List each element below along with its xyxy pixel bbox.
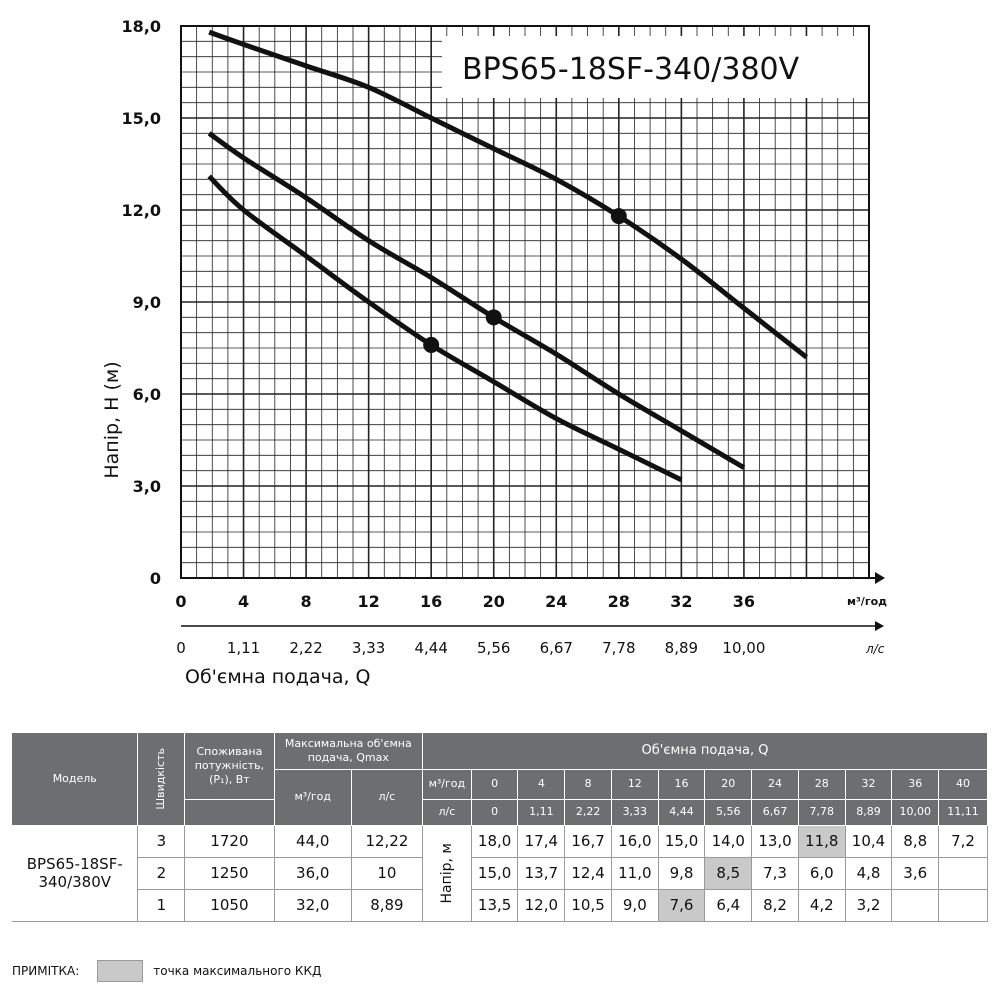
secondary-x-axis-arrow bbox=[875, 621, 884, 631]
head-value-cell: 12,0 bbox=[518, 889, 565, 921]
y-tick-label: 12,0 bbox=[121, 201, 161, 220]
flow-ls-header: 8,89 bbox=[845, 799, 892, 825]
chart-grid bbox=[181, 26, 888, 631]
x-unit-secondary: л/с bbox=[866, 642, 885, 656]
head-value-cell bbox=[939, 889, 988, 921]
head-value-cell: 13,0 bbox=[752, 825, 799, 857]
head-value-cell: 15,0 bbox=[658, 825, 705, 857]
x-tick-label-secondary: 8,89 bbox=[664, 639, 699, 657]
header-power: Споживана потужність, (P₁), Вт bbox=[185, 733, 274, 799]
power-cell: 1250 bbox=[185, 857, 274, 889]
x-tick-label: 20 bbox=[482, 592, 505, 611]
x-tick-label: 24 bbox=[545, 592, 568, 611]
x-axis-arrow bbox=[875, 572, 885, 584]
qmax-ls-cell: 10 bbox=[351, 857, 422, 889]
x-tick-label: 16 bbox=[420, 592, 443, 611]
x-tick-label-secondary: 6,67 bbox=[539, 639, 573, 657]
x-tick-label-secondary: 2,22 bbox=[289, 639, 323, 657]
head-value-cell: 12,4 bbox=[565, 857, 612, 889]
head-value-cell: 16,7 bbox=[565, 825, 612, 857]
head-value-cell: 7,2 bbox=[939, 825, 988, 857]
x-tick-label: 32 bbox=[670, 592, 693, 611]
flow-m3-header: 4 bbox=[518, 769, 565, 799]
flow-m3-header: 32 bbox=[845, 769, 892, 799]
flow-ls-header: 10,00 bbox=[892, 799, 939, 825]
flow-m3-header: 8 bbox=[565, 769, 612, 799]
flow-m3-header: 40 bbox=[939, 769, 988, 799]
head-value-cell: 6,4 bbox=[705, 889, 752, 921]
head-value-cell: 11,0 bbox=[611, 857, 658, 889]
header-ls-label: л/с bbox=[422, 799, 471, 825]
head-value-cell: 10,5 bbox=[565, 889, 612, 921]
chart-ticks bbox=[122, 17, 766, 657]
x-tick-label-secondary: 0 bbox=[176, 639, 186, 657]
header-model: Модель bbox=[12, 733, 138, 825]
y-tick-label: 18,0 bbox=[121, 17, 161, 36]
header-qmax-m3: м³/год bbox=[274, 769, 351, 825]
x-tick-label-secondary: 7,78 bbox=[602, 639, 636, 657]
note-label: ПРИМІТКА: bbox=[12, 964, 80, 978]
flow-m3-header: 36 bbox=[892, 769, 939, 799]
head-label-cell bbox=[422, 825, 471, 921]
flow-ls-header: 6,67 bbox=[752, 799, 799, 825]
series-line-speed-2 bbox=[209, 133, 744, 467]
head-value-cell bbox=[939, 857, 988, 889]
x-tick-label-secondary: 5,56 bbox=[477, 639, 511, 657]
head-value-cell: 7,6 bbox=[658, 889, 705, 921]
x-tick-label: 8 bbox=[300, 592, 312, 611]
y-tick-label: 0 bbox=[149, 569, 161, 588]
header-qmax-ls: л/с bbox=[351, 769, 422, 825]
qmax-m3-cell: 32,0 bbox=[274, 889, 351, 921]
flow-m3-header: 16 bbox=[658, 769, 705, 799]
head-value-cell: 18,0 bbox=[471, 825, 518, 857]
x-tick-label-secondary: 4,44 bbox=[414, 639, 448, 657]
head-value-cell: 11,8 bbox=[798, 825, 845, 857]
y-tick-label: 3,0 bbox=[132, 477, 161, 496]
x-unit-primary: м³/год bbox=[847, 595, 888, 608]
head-value-cell: 9,8 bbox=[658, 857, 705, 889]
power-cell: 1720 bbox=[185, 825, 274, 857]
head-value-cell: 6,0 bbox=[798, 857, 845, 889]
qmax-m3-cell: 36,0 bbox=[274, 857, 351, 889]
head-value-cell: 3,2 bbox=[845, 889, 892, 921]
bep-point-speed-3 bbox=[611, 208, 627, 224]
head-value-cell: 9,0 bbox=[611, 889, 658, 921]
head-value-cell: 14,0 bbox=[705, 825, 752, 857]
header-power-pad bbox=[185, 799, 274, 825]
head-value-cell: 4,8 bbox=[845, 857, 892, 889]
head-value-cell: 15,0 bbox=[471, 857, 518, 889]
series-line-speed-1 bbox=[209, 176, 681, 480]
y-axis-label: Напір, Н (м) bbox=[101, 361, 123, 479]
flow-m3-header: 12 bbox=[611, 769, 658, 799]
bep-point-speed-1 bbox=[423, 337, 439, 353]
head-value-cell: 17,4 bbox=[518, 825, 565, 857]
head-value-cell: 8,5 bbox=[705, 857, 752, 889]
x-tick-label-secondary: 10,00 bbox=[722, 639, 766, 657]
flow-ls-header: 3,33 bbox=[611, 799, 658, 825]
speed-cell: 3 bbox=[138, 825, 185, 857]
head-value-cell: 8,2 bbox=[752, 889, 799, 921]
model-name: BPS65-18SF-340/380V bbox=[12, 825, 138, 921]
head-value-cell: 8,8 bbox=[892, 825, 939, 857]
head-label: Напір, м bbox=[438, 842, 455, 904]
speed-cell: 2 bbox=[138, 857, 185, 889]
x-tick-label: 36 bbox=[732, 592, 756, 611]
flow-m3-header: 0 bbox=[471, 769, 518, 799]
head-value-cell: 13,5 bbox=[471, 889, 518, 921]
note bbox=[12, 960, 321, 982]
x-axis-label: Об'ємна подача, Q bbox=[185, 666, 371, 688]
bep-point-speed-2 bbox=[486, 309, 502, 325]
x-tick-label-secondary: 1,11 bbox=[226, 639, 261, 657]
qmax-ls-cell: 12,22 bbox=[351, 825, 422, 857]
flow-ls-header: 11,11 bbox=[939, 799, 988, 825]
flow-ls-header: 0 bbox=[471, 799, 518, 825]
x-tick-label: 0 bbox=[175, 592, 187, 611]
x-tick-label-secondary: 3,33 bbox=[351, 639, 386, 657]
header-qmax: Максимальна об'ємна подача, Qmax bbox=[274, 733, 422, 769]
y-tick-label: 6,0 bbox=[132, 385, 161, 404]
x-tick-label: 28 bbox=[607, 592, 630, 611]
head-value-cell: 4,2 bbox=[798, 889, 845, 921]
header-m3-label: м³/год bbox=[422, 769, 471, 799]
flow-ls-header: 4,44 bbox=[658, 799, 705, 825]
note-text: точка максимального ККД bbox=[153, 964, 322, 978]
y-tick-label: 15,0 bbox=[121, 109, 161, 128]
flow-ls-header: 7,78 bbox=[798, 799, 845, 825]
flow-ls-header: 2,22 bbox=[565, 799, 612, 825]
header-speed-text: Швидкість bbox=[154, 747, 168, 810]
head-value-cell: 10,4 bbox=[845, 825, 892, 857]
qmax-m3-cell: 44,0 bbox=[274, 825, 351, 857]
flow-ls-header: 5,56 bbox=[705, 799, 752, 825]
chart-title: BPS65-18SF-340/380V bbox=[462, 52, 800, 87]
head-value-cell bbox=[892, 889, 939, 921]
header-flow: Об'ємна подача, Q bbox=[422, 733, 987, 769]
head-value-cell: 3,6 bbox=[892, 857, 939, 889]
x-tick-label: 4 bbox=[237, 592, 250, 611]
speed-cell: 1 bbox=[138, 889, 185, 921]
head-value-cell: 13,7 bbox=[518, 857, 565, 889]
x-tick-label: 12 bbox=[357, 592, 380, 611]
power-cell: 1050 bbox=[185, 889, 274, 921]
spec-table bbox=[12, 733, 988, 922]
flow-m3-header: 24 bbox=[752, 769, 799, 799]
flow-m3-header: 20 bbox=[705, 769, 752, 799]
head-value-cell: 16,0 bbox=[611, 825, 658, 857]
flow-ls-header: 1,11 bbox=[518, 799, 565, 825]
head-value-cell: 7,3 bbox=[752, 857, 799, 889]
y-tick-label: 9,0 bbox=[132, 293, 161, 312]
qmax-ls-cell: 8,89 bbox=[351, 889, 422, 921]
note-swatch bbox=[97, 960, 143, 982]
header-speed bbox=[138, 733, 185, 825]
flow-m3-header: 28 bbox=[798, 769, 845, 799]
